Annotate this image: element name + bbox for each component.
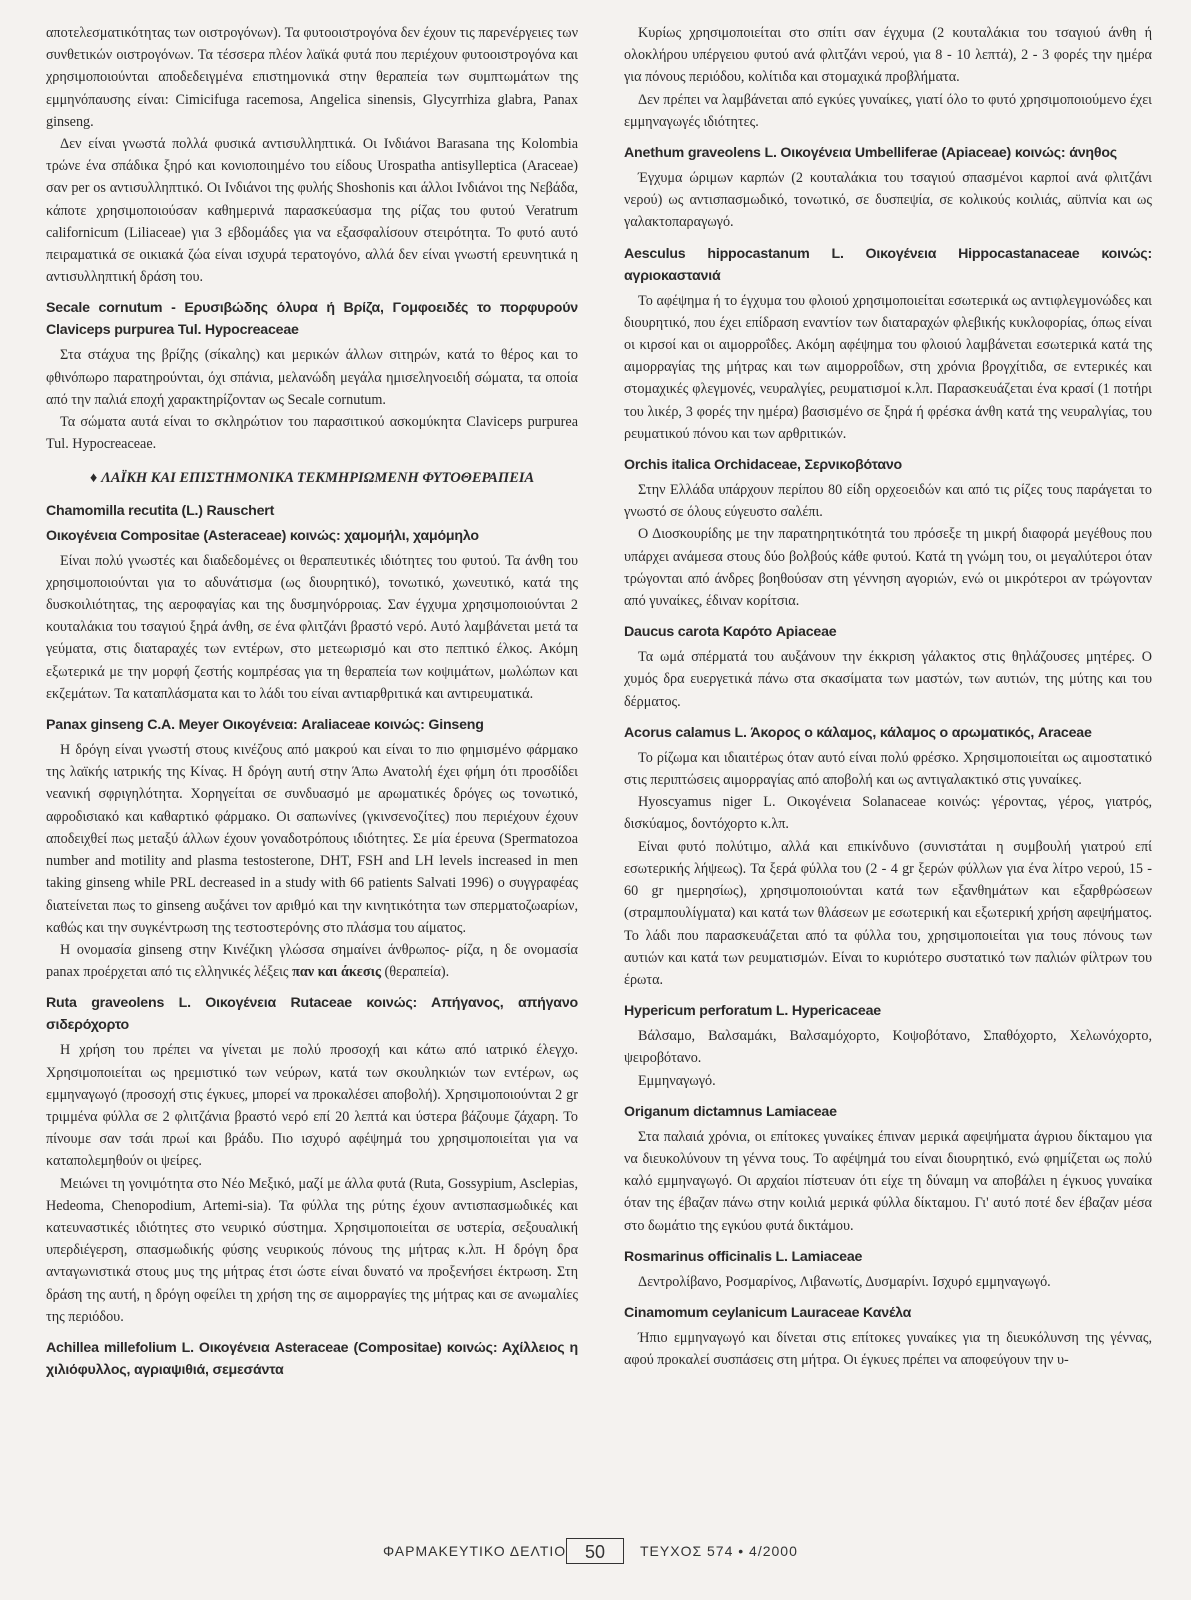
page-footer — [0, 1538, 1191, 1564]
orchis-paragraph: Στην Ελλάδα υπάρχουν περίπου 80 είδη ορχεοειδών και από τις ρίζες τους παράγεται το γνωστό σε όλους εύγευστο σαλέπι. — [624, 482, 1152, 521]
rosmarinus-heading: Rosmarinus officinalis L. Lamiaceae — [624, 1248, 863, 1265]
daucus-paragraph: Τα ωμά σπέρματά του αυξάνουν την έκκριση γάλακτος στις θηλάζουσες μητέρες. Ο χυμός δρα ευεργετικά πάνω στα σκασίματα των μαστών, των αυτιών, της μύτης και του δέρματος. — [624, 649, 1152, 710]
intro-paragraph: Δεν είναι γνωστά πολλά φυσικά αντισυλληπτικά. Οι Ινδιάνοι Barasana της Kolombia τρώνε ένα σπάδικα ξηρό και κονιοποιημένο του είδους Urospatha antisylleptica (Araceae) σαν per os αντισυλληπτικό. Οι Ινδιάνοι της φυλής Shoshonis και άλλοι Ινδιάνοι της Νεβάδα, κάποτε χρησιμοποιούσαν καθημερινά παρασκεύασμα της ρίζας του φυτού Veratrum californicum (Liliaceae) για 3 εβδομάδες για να εξασφαλίσουν στειρότητα. Το φυτό αυτό πειραματικά σε οικιακά ζώα είναι ισχυρά τερατογόνο, αλλά δεν είναι γνωστή ερευνητικά η αντισυλληπτική δράση του. — [46, 136, 578, 286]
intro-paragraph: αποτελεσματικότητας των οιστρογόνων). Τα φυτοοιστρογόνα δεν έχουν τις παρενέργειες των συνθετικών οιστρογόνων. Τα τέσσερα πλέον λαϊκά φυτά που περιέχουν φυτοοιστρογόνα και χρησιμοποιούνται αποδεδειγμένα επιστημονικά στην θεραπεία των συμπτωμάτων της εμμηνόπαυσης είναι: Cimicifuga racemosa, Angelica sinensis, Glycyrrhiza glabra, Panax ginseng. — [46, 25, 578, 130]
panax-paragraph-name — [46, 939, 578, 983]
origanum-heading: Origanum dictamnus Lamiaceae — [624, 1103, 837, 1120]
orchis-paragraph: Ο Διοσκουρίδης με την παρατηρητικότητά του πρόσεξε τη μικρή διαφορά μεγέθους που υπάρχει ανάμεσα στους δύο βολβούς κάθε φυτού. Κατά τη γνώμη του, οι μεγαλύτεροι όταν τρώγονται από άνδρες βοηθούσαν στη γέννηση αγοριών, ενώ οι μικρότεροι αν τρώγονταν από γυναίκες, έδιναν κορίτσια. — [624, 526, 1152, 610]
panax-heading: Panax ginseng C.A. Meyer Οικογένεια: Araliaceae κοινώς: Ginseng — [46, 717, 484, 734]
aesculus-heading: Aesculus hippocastanum L. Οικογένεια Hippocastanaceae κοινώς: αγριοκαστανιά — [624, 245, 1152, 284]
hypericum-heading: Hypericum perforatum L. Hypericaceae — [624, 1003, 881, 1020]
issue-info: ΤΕΥΧΟΣ 574 • 4/2000 — [640, 1543, 798, 1559]
ruta-paragraph: Μειώνει τη γονιμότητα στο Νέο Μεξικό, μαζί με άλλα φυτά (Ruta, Gossypium, Asclepias, Hedeoma, Chenopodium, Artemi-sia). Τα φύλλα της ρύτης έχουν αντισπασμωδικές και κατευναστικές ιδιότητες στο νευρικό σύστημα. Χρησιμοποιείται σε υστερία, σεξουαλική υπερδιέγερση, σπασμωδικής φύσης νευρικούς πόνους της μήτρας κ.λπ. Η δρόγη δρα ανταγωνιστικά στους μυς της μήτρας έτσι ώστε είναι δυνατό να προξενήσει έκτρωση. Στη δράση της αυτή, η δρόγη οφείλει τη χρήση της σε αιμορραγίες της μήτρας και σε ανωμαλίες της περιόδου. — [46, 1175, 578, 1325]
secale-paragraph: Στα στάχυα της βρίζης (σίκαλης) και μερικών άλλων σιτηρών, κατά το θέρος και το φθινόπωρο παρατηρούνται, όχι σπάνια, μελανώδη μεγάλα ημισεληνοειδή σώματα, τα οποία από την παλιά εποχή χαρακτηρίζονταν ως Secale cornutum. — [46, 347, 578, 408]
chamomilla-family: Οικογένεια Compositae (Asteraceae) κοινώς: χαμομήλι, χαμόμηλο — [46, 527, 479, 544]
achillea-paragraph: Δεν πρέπει να λαμβάνεται από εγκύες γυναίκες, γιατί όλο το φυτό χρησιμοποιούμενο έχει εμμηναγωγές ιδιότητες. — [624, 91, 1152, 130]
hyoscyamus-paragraph: Hyoscyamus niger L. Οικογένεια Solanaceae κοινώς: γέροντας, γέρος, γιατρός, δισκύαμος, δοντόχορτο κ.λπ. — [624, 794, 1152, 833]
acorus-paragraph: Το ρίζωμα και ιδιαιτέρως όταν αυτό είναι πολύ φρέσκο. Χρησιμοποιείται ως αιμοστατικό στις περιπτώσεις αιμορραγίας από αποβολή και ως αντιγαλακτικό στις γυναίκες. — [624, 749, 1152, 789]
rosmarinus-paragraph: Δεντρολίβανο, Ροσμαρίνος, Λιβανωτίς, Δυσμαρίνι. Ισχυρό εμμηναγωγό. — [638, 1273, 1051, 1290]
daucus-heading: Daucus carota Καρότο Apiaceae — [624, 624, 837, 641]
cinamomum-heading: Cinamomum ceylanicum Lauraceae Κανέλα — [624, 1304, 912, 1321]
page-number: 50 — [566, 1538, 624, 1564]
ruta-paragraph: Η χρήση του πρέπει να γίνεται με πολύ προσοχή και κάτω από ιατρικό έλεγχο. Χρησιμοποιείται ως ηρεμιστικό των νεύρων, κατά των σκουληκιών των εντέρων, ως εμμηναγωγό (προσοχή στις έγκυες, μπορεί να προκαλέσει αποβολή). Χρησιμοποιούνται 2 gr τριμμένα φύλλα σε 2 φλιτζάνια βραστό νερό επί 20 λεπτά και ύστερα βάζουμε ζάχαρη. Το πίνουμε σαν τσάι πρωί και βράδυ. Πιο ισχυρό αφέψημά του χρησιμοποιείται για να καταπολεμηθούν οι ψείρες. — [46, 1042, 578, 1170]
hypericum-paragraph: Εμμηναγωγό. — [638, 1072, 716, 1089]
section-title-text: ΛΑΪΚΗ ΚΑΙ ΕΠΙΣΤΗΜΟΝΙΚΑ ΤΕΚΜΗΡΙΩΜΕΝΗ ΦΥΤΟΘΕΡΑΠΕΙΑ — [101, 470, 535, 487]
chamomilla-heading: Chamomilla recutita (L.) Rauschert — [46, 502, 275, 519]
panax-paragraph: Η δρόγη είναι γνωστή στους κινέζους από μακρού και είναι το πιο φημισμένο φάρμακο της λαϊκής ιατρικής της Κίνας. Η δρόγη αυτή στην Άπω Ανατολή έχει φήμη ότι προσδίδει νεανική σφριγηλότητα. Χορηγείται σε συνδυασμό με αρωματικές δρόγες ως τονωτικό, αφροδισιακό και καθαρτικό φάρμακο. Οι σαπωνίνες (γκινσενοζίτες) που περιέχουν έχουν αποδειχθεί πως μεταξύ άλλων έχουν γοναδοτρόπους ιδιότητες. Σε μία έρευνα (Spermatozoa number and motility and plasma testosterone, DHT, FSH and LH levels increased in men taking ginseng while PRL decreased in a study with 66 patients Salvati 1996) ο συγγραφέας διατείνεται πως το ginseng αυξάνει τον αριθμό και την κινητικότητα των σπερματοζωαρίων, καθώς και την συγκέντρωση της τεστοστερόνης στο πλάσμα του αίματος. — [46, 742, 578, 936]
ruta-heading: Ruta graveolens L. Οικογένεια Rutaceae κοινώς: Απήγανος, απήγανο σιδερόχορτο — [46, 995, 578, 1034]
achillea-paragraph: Κυρίως χρησιμοποιείται στο σπίτι σαν έγχυμα (2 κουταλάκια του τσαγιού άνθη ή ολοκλήρου υπέργειου φυτού ανά φλιτζάνι νερού, για 8 - 10 λεπτά), 2 - 3 φορές την ημέρα για πόνους περιόδου, κολίτιδα και στομαχικά προβλήματα. — [624, 25, 1152, 86]
panax-text: Η ονομασία ginseng στην Κινέζικη γλώσσα σημαίνει άνθρωπος- ρίζα, η δε ονομασία panax προέρχεται από τις ελληνικές λέξεις — [46, 941, 578, 981]
aesculus-paragraph: Το αφέψημα ή το έγχυμα του φλοιού χρησιμοποιείται εσωτερικά ως αντιφλεγμονώδες και διουρητικό, που έχει επίδραση εναντίον των διαταραχών φλεβικής κυκλοφορίας, όπως είναι οι κιρσοί και οι αιμορροΐδες. Ακόμη αφέψημα του φλοιού λαμβάνεται εσωτερικά κατά της αιμορραγίας της μήτρας και των αιμορροΐδων, στη χρόνια βρογχίτιδα, σε εντερικές και στομαχικές φλεγμονές, νευραλγίες, ρευματισμοί κ.λπ. Παρασκευάζεται ένα κρασί (1 ποτήρι του λικέρ, 3 φορές την ημέρα) βασισμένο σε ξηρά ή φρέσκα άνθη κατά της νευραλγίας, του ρευματικού πόνου και των αρθριτικών. — [624, 292, 1152, 442]
cinamomum-paragraph: Ήπιο εμμηναγωγό και δίνεται στις επίτοκες γυναίκες για τη διευκόλυνση της γέννας, αφού προκαλεί συσπάσεις στη μήτρα. Οι έγκυες πρέπει να αποφεύγουν την υ- — [624, 1329, 1152, 1369]
orchis-heading: Orchis italica Orchidaceae, Σερνικοβότανο — [624, 457, 903, 474]
right-column — [624, 22, 1152, 1371]
panax-greek-words: παν και άκεσις — [292, 964, 381, 981]
panax-text-end: (θεραπεία). — [380, 964, 450, 981]
achillea-heading: Achillea millefolium L. Οικογένεια Asteraceae (Compositae) κοινώς: Αχίλλειος η χιλιόφυλλος, αγριαψιθιά, σεμεσάντα — [46, 1339, 578, 1378]
origanum-paragraph: Στα παλαιά χρόνια, οι επίτοκες γυναίκες έπιναν μερικά αφεψήματα άγριου δίκταμου για να διευκολύνουν τη γέννα τους. Το αφέψημά του είναι διουρητικό, ενώ φημίζεται ως πολύ καλό εμμηναγωγό. Οι αρχαίοι πίστευαν ότι είχε τη δύναμη να αποβάλει η έγκυος γυναίκα όταν της έβαζαν πάνω στην κοιλιά μερικά φύλλα δίκταμου. Γι' αυτό ποτέ δεν έβαζαν μέσα στο δωμάτιο της εγκύου φυτά δικτάμου. — [624, 1128, 1152, 1234]
anethum-heading: Anethum graveolens L. Οικογένεια Umbelliferae (Apiaceae) κοινώς: άνηθος — [624, 145, 1117, 162]
hypericum-paragraph: Βάλσαμο, Βαλσαμάκι, Βαλσαμόχορτο, Κοψοβότανο, Σπαθόχορτο, Χελωνόχορτο, ψειροβότανο. — [624, 1028, 1152, 1067]
acorus-heading: Acorus calamus L. Άκορος ο κάλαμος, κάλαμος ο αρωματικός, Araceae — [624, 724, 1092, 741]
secale-paragraph: Τα σώματα αυτά είναι το σκληρώτιον του παρασιτικού ασκομύκητα Claviceps purpurea Tul. Hypocreaceae. — [46, 414, 578, 453]
secale-heading: Secale cornutum - Ερυσιβώδης όλυρα ή Βρίζα, Γομφοειδές το πορφυρούν Claviceps purpurea Tul. Hypocreaceae — [46, 300, 578, 339]
left-column — [46, 22, 578, 1384]
anethum-paragraph: Έγχυμα ώριμων καρπών (2 κουταλάκια του τσαγιού σπασμένοι καρποί ανά φλιτζάνι νερού) ως αντισπασμωδικό, τονωτικό, σε δυσπεψία, σε κολικούς κοιλιάς, αϋπνία και ως γαλακτοπαραγωγό. — [624, 170, 1152, 231]
chamomilla-paragraph: Είναι πολύ γνωστές και διαδεδομένες οι θεραπευτικές ιδιότητες του φυτού. Τα άνθη του χρησιμοποιούνται για το αδυνάτισμα (ως διουρητικό), τονωτικό, χωνευτικό, κατά της δυσκοιλιότητας, της αεροφαγίας και της δυσμηνόρροιας. Σαν έγχυμα χρησιμοποιούνται 2 κουταλάκια του τσαγιού ξηρά άνθη, σε ένα φλιτζάνι βραστό νερό. Αυτό λαμβάνεται μετά τα γεύματα, στις διαταραχές των εντέρων, στο μετεωρισμό και στο πεπτικό έλκος. Ακόμη εξωτερικά με την μορφή ζεστής κομπρέσας για τη θεραπεία των κοψιμάτων, μωλώπων και εκζεμάτων. Τα καταπλάσματα και το λάδι του είναι αντιαρθριτικά και αντιρευματικά. — [46, 552, 578, 702]
diamond-bullet-icon: ♦ — [89, 470, 98, 487]
journal-name: ΦΑΡΜΑΚΕΥΤΙΚΟ ΔΕΛΤΙΟ — [383, 1543, 567, 1559]
hyoscyamus-paragraph: Είναι φυτό πολύτιμο, αλλά και επικίνδυνο (συνιστάται η συμβουλή γιατρού επί εσωτερικής λήψεως). Τα ξερά φύλλα του (2 - 4 gr ξερών φύλλων για ένα λίτρο νερού, 15 - 60 gr ημερησίως), χρησιμοποιούνται κατά των εξανθημάτων και εξαρθρώσεων (στραμπουλίγματα) και κατά των θλάσεων με εσωτερική και εξωτερική χρήση αφεψήματος. Το λάδι που παρασκευάζεται από τα φύλλα του, χρησιμοποιείται για τους πόνους των αυτιών και κατά των ρευματισμών. Είναι το κυριότερο συστατικό των παλιών φίλτρων του έρωτα. — [624, 838, 1152, 988]
section-title — [46, 467, 578, 489]
